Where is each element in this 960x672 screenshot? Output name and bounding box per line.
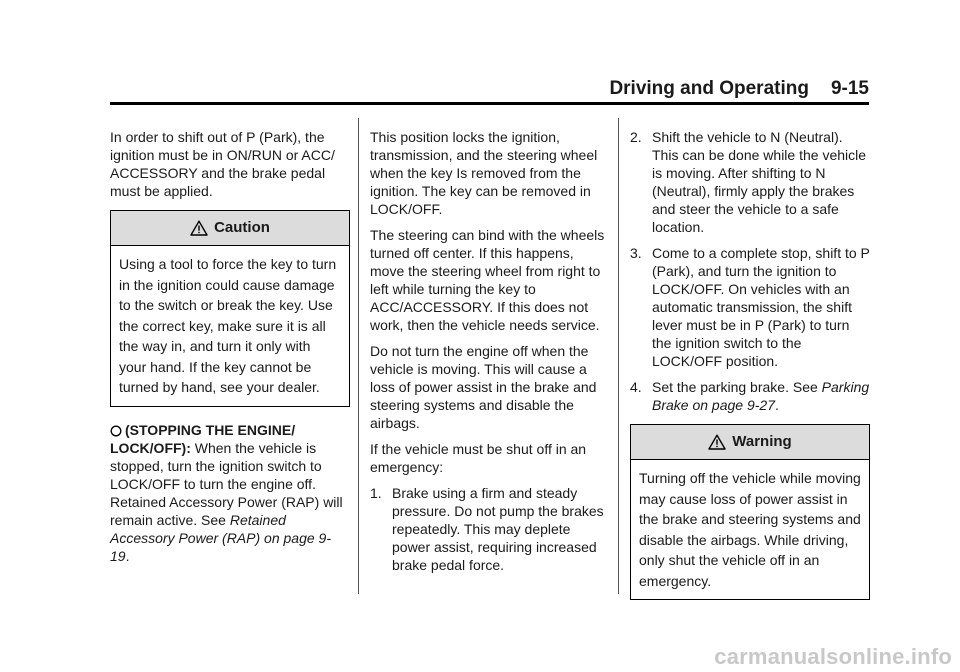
list-item: [630, 378, 870, 414]
column-2: [370, 128, 610, 582]
emergency-intro-paragraph: If the vehicle must be shut off in an emergency:: [370, 441, 587, 475]
list-item: [630, 128, 870, 236]
column-divider-2: [618, 118, 619, 594]
caution-body: Using a tool to force the key to turn in the ignition could cause damage to the switch or break the key. Use the correct key, make sure it is all the way in, and turn it only with your hand. If the key cannot be turned by hand, see your dealer.: [119, 256, 337, 395]
page-number: 9-15: [830, 78, 869, 99]
list-number: 3.: [630, 245, 642, 261]
caution-box: [110, 210, 350, 407]
stopping-engine-text: When the vehicle is stopped, turn the ignition switch to LOCK/OFF to turn the engine off. Retained Accessory Power (RAP) will remain active. See: [110, 439, 343, 528]
warning-box: [630, 424, 870, 600]
list-text: Shift the vehicle to N (Neutral). This can be done while the vehicle is moving. After shifting to N (Neutral), firmly apply the brakes and steer the vehicle to a safe location.: [652, 129, 867, 235]
list-item: [370, 484, 610, 574]
warning-header: [631, 425, 869, 460]
shift-park-paragraph: In order to shift out of P (Park), the ignition must be in ON/RUN or ACC/ ACCESSORY and the brake pedal must be applied.: [110, 129, 335, 199]
rap-reference-link[interactable]: Retained Accessory Power (RAP) on page 9-19: [110, 511, 331, 564]
column-1: [110, 128, 350, 573]
list-item: [630, 244, 870, 370]
page-header: [110, 78, 869, 104]
warning-title: Warning: [732, 433, 792, 450]
warning-body: Turning off the vehicle while moving may cause loss of power assist in the brake and steering systems and disable the airbags. While driving, only shut the vehicle off in an emergency.: [639, 470, 861, 589]
column-divider-1: [358, 118, 359, 594]
stopping-engine-label: (STOPPING THE ENGINE/ LOCK/OFF):: [110, 421, 296, 456]
parking-brake-reference-link[interactable]: Parking Brake on page 9-27: [652, 379, 870, 413]
caution-title: Caution: [214, 219, 270, 236]
lock-position-paragraph: This position locks the ignition, transmission, and the steering wheel when the key Is removed from the ignition. The key can be removed in LOCK/OFF.: [370, 129, 598, 217]
header-rule: [110, 102, 869, 105]
watermark: carmanualsonline.info: [714, 644, 952, 669]
list-number: 2.: [630, 129, 642, 145]
list-text: Come to a complete stop, shift to P (Park), and turn the ignition to LOCK/OFF. On vehicles with an automatic transmission, the shift lever must be in P (Park) to turn the ignition switch to the LOCK/OFF position.: [652, 245, 870, 369]
stopping-engine-end: .: [125, 547, 130, 564]
list-number: 1.: [370, 485, 382, 501]
parking-brake-text: Set the parking brake. See: [652, 379, 822, 395]
list-text: Brake using a firm and steady pressure. Do not pump the brakes repeatedly. This may deplete power assist, requiring increased brake pedal force.: [392, 485, 604, 573]
list-number: 4.: [630, 379, 642, 395]
warning-triangle-icon: [190, 220, 208, 236]
parking-brake-end: .: [774, 397, 779, 413]
engine-off-moving-paragraph: Do not turn the engine off when the vehicle is moving. This will cause a loss of power assist in the brake and steering systems and disable the airbags.: [370, 343, 597, 431]
list-text: [652, 378, 870, 414]
warning-triangle-icon: [708, 434, 726, 450]
section-title: Driving and Operating: [609, 78, 809, 99]
caution-header: [111, 211, 349, 246]
stopping-engine-paragraph: [110, 421, 350, 565]
steering-bind-paragraph: The steering can bind with the wheels turned off center. If this happens, move the steering wheel from right to left while turning the key to ACC/ACCESSORY. If this does not work, then the vehicle needs service.: [370, 227, 605, 333]
column-3: [630, 128, 870, 614]
ignition-lock-circle-icon: [110, 425, 122, 437]
